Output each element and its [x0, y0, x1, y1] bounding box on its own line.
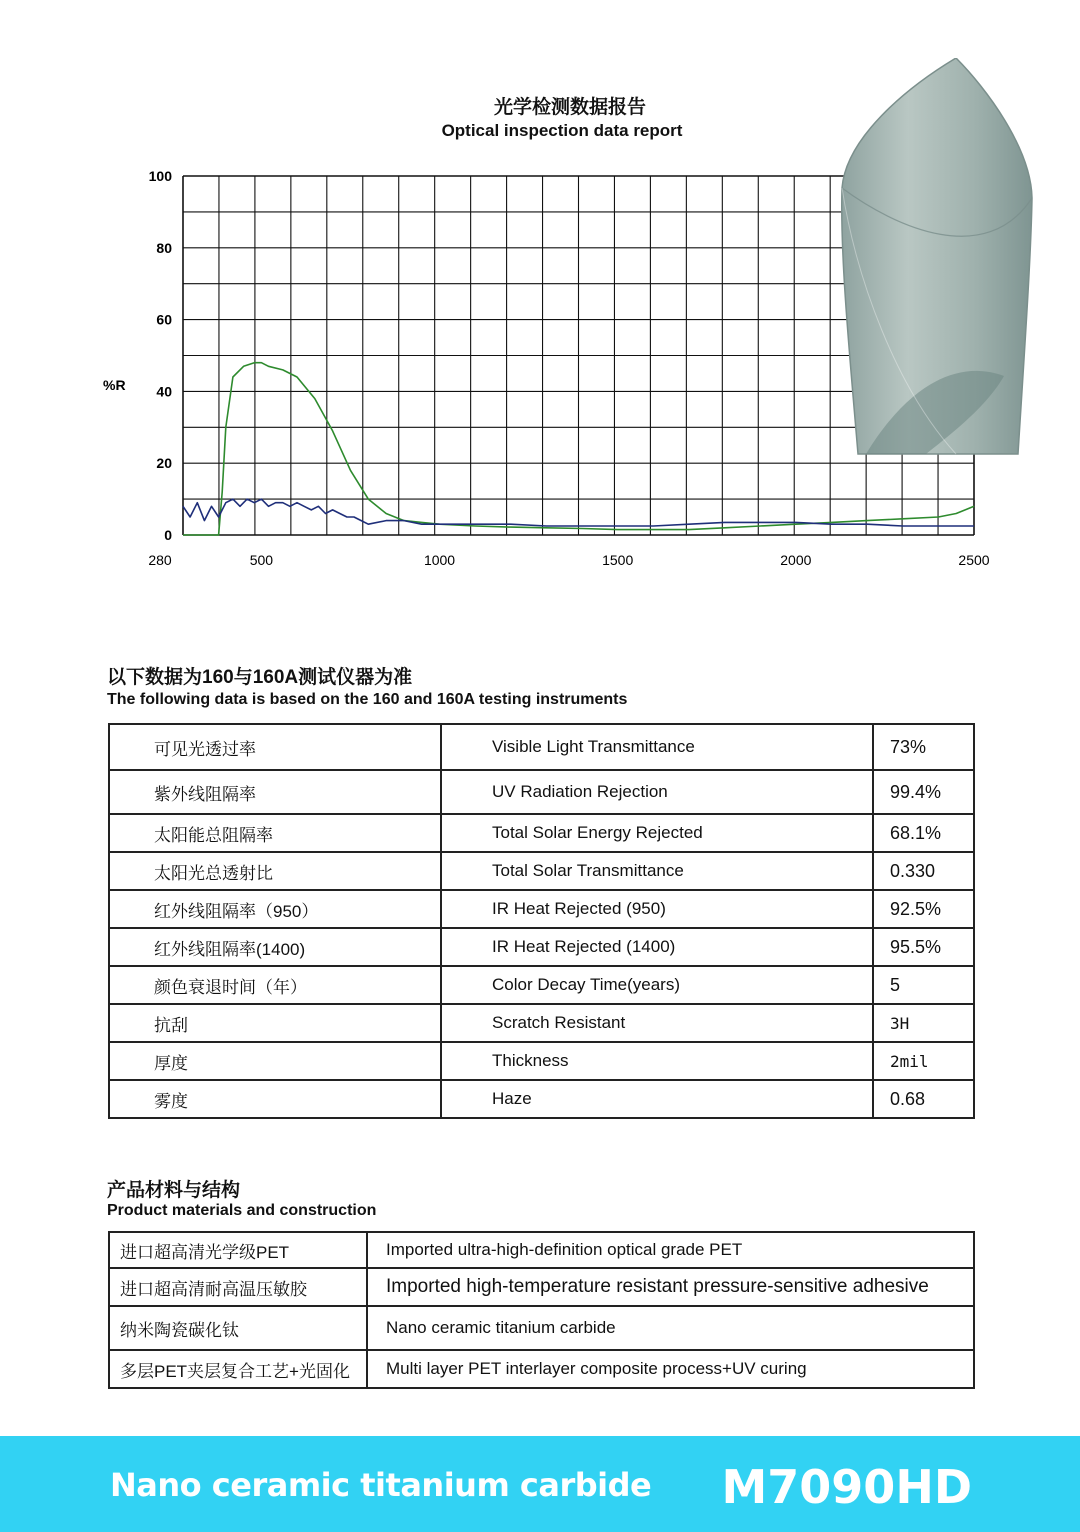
y-tick-label: 100: [148, 168, 172, 184]
table-row: [109, 966, 974, 1004]
table-row: [109, 1306, 974, 1350]
x-tick-label: 1000: [423, 552, 456, 568]
spec-cn: 太阳光总透射比: [109, 852, 441, 890]
spec-value: 5: [873, 966, 974, 1004]
spec-value: 73%: [873, 724, 974, 770]
table-row: [109, 1268, 974, 1306]
material-en: Multi layer PET interlayer composite process+UV curing: [367, 1350, 974, 1388]
table-row: [109, 1350, 974, 1388]
spec-cn: 颜色衰退时间（年）: [109, 966, 441, 1004]
report-title-en: Optical inspection data report: [441, 121, 683, 140]
material-en: Nano ceramic titanium carbide: [367, 1306, 974, 1350]
spec-cn: 太阳能总阻隔率: [109, 814, 441, 852]
spec-en: Scratch Resistant: [441, 1004, 873, 1042]
x-tick-label: 1500: [602, 552, 634, 568]
table-row: [109, 724, 974, 770]
table-row: [109, 890, 974, 928]
spec-en: IR Heat Rejected (1400): [441, 928, 873, 966]
table-row: [109, 814, 974, 852]
material-en: Imported high-temperature resistant pressure-sensitive adhesive: [367, 1268, 974, 1306]
spec-en: Visible Light Transmittance: [441, 724, 873, 770]
spec-en: Haze: [441, 1080, 873, 1118]
spec-cn: 厚度: [109, 1042, 441, 1080]
spec-section-title-cn: 以下数据为160与160A测试仪器为准: [107, 667, 413, 688]
y-axis-label: %R: [103, 377, 126, 393]
y-tick-label: 40: [156, 383, 172, 400]
material-cn: 多层PET夹层复合工艺+光固化: [109, 1350, 367, 1388]
y-tick-labels: [149, 168, 173, 543]
spec-value: 68.1%: [873, 814, 974, 852]
material-en: Imported ultra-high-definition optical grade PET: [367, 1232, 974, 1268]
spec-en: Total Solar Energy Rejected: [441, 814, 873, 852]
spec-en: UV Radiation Rejection: [441, 770, 873, 814]
table-row: [109, 928, 974, 966]
table-row: [109, 852, 974, 890]
spec-cn: 紫外线阻隔率: [109, 770, 441, 814]
spec-value: 3H: [873, 1004, 974, 1042]
table-row: [109, 1232, 974, 1268]
table-row: [109, 770, 974, 814]
x-tick-label: 2000: [780, 552, 812, 568]
materials-section-title-cn: 产品材料与结构: [107, 1180, 241, 1201]
material-cn: 进口超高清光学级PET: [109, 1232, 367, 1268]
footer-model-number: M7090HD: [721, 1460, 972, 1514]
spec-value: 95.5%: [873, 928, 974, 966]
x-tick-labels: [148, 552, 989, 568]
spec-cn: 抗刮: [109, 1004, 441, 1042]
spec-table: [108, 723, 975, 1119]
spec-en: Color Decay Time(years): [441, 966, 873, 1004]
spec-cn: 雾度: [109, 1080, 441, 1118]
spec-value: 0.330: [873, 852, 974, 890]
table-row: [109, 1004, 974, 1042]
x-tick-label: 280: [148, 552, 172, 568]
spec-section-title-en: The following data is based on the 160 and 160A testing instruments: [107, 691, 628, 708]
spec-en: IR Heat Rejected (950): [441, 890, 873, 928]
spec-en: Thickness: [441, 1042, 873, 1080]
y-tick-label: 0: [164, 527, 172, 543]
table-row: [109, 1080, 974, 1118]
material-cn: 进口超高清耐高温压敏胶: [109, 1268, 367, 1306]
y-tick-label: 60: [156, 311, 172, 328]
x-tick-label: 500: [249, 552, 274, 568]
material-cn: 纳米陶瓷碳化钛: [109, 1306, 367, 1350]
spec-cn: 可见光透过率: [109, 724, 441, 770]
footer-banner: [0, 1436, 1080, 1532]
spec-value: 2mil: [873, 1042, 974, 1080]
y-tick-label: 80: [156, 239, 172, 256]
x-tick-label: 2500: [958, 552, 990, 568]
materials-section-title-en: Product materials and construction: [107, 1202, 377, 1219]
spec-value: 99.4%: [873, 770, 974, 814]
spec-value: 0.68: [873, 1080, 974, 1118]
spec-value: 92.5%: [873, 890, 974, 928]
spec-en: Total Solar Transmittance: [441, 852, 873, 890]
materials-table: [108, 1231, 975, 1389]
film-roll-image: [836, 58, 1036, 458]
y-tick-label: 20: [156, 455, 172, 472]
spec-cn: 红外线阻隔率(1400): [109, 928, 441, 966]
table-row: [109, 1042, 974, 1080]
spec-cn: 红外线阻隔率（950）: [109, 890, 441, 928]
footer-product-name: Nano ceramic titanium carbide: [110, 1466, 652, 1504]
report-title-cn: 光学检测数据报告: [493, 97, 646, 118]
